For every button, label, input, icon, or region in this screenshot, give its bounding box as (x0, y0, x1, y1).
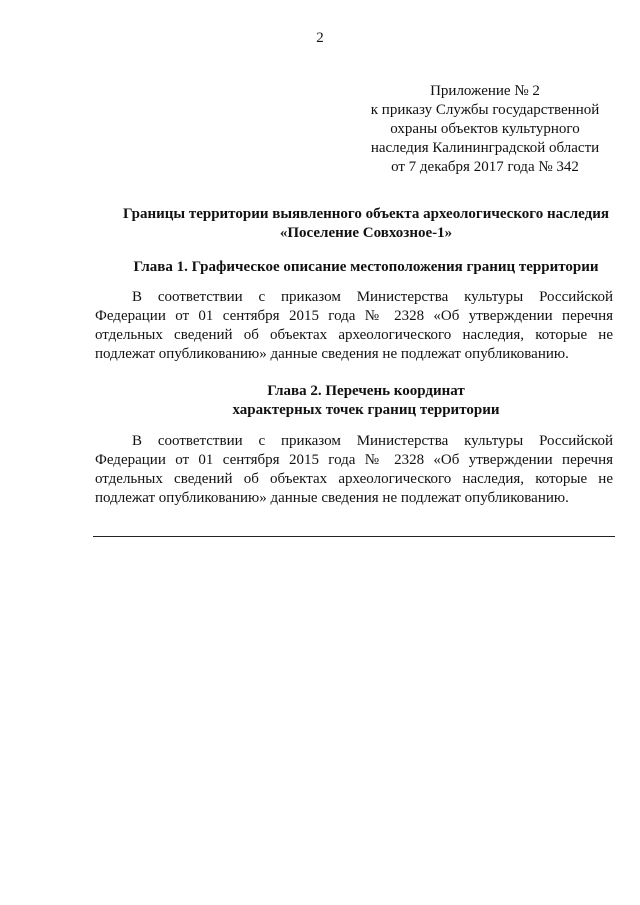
paragraph-line: Федерации от 01 сентября 2015 года № 2328 «Об утверждении перечня (95, 308, 613, 324)
chapter-1-heading-text: Глава 1. Графическое описание местоположения границ территории (133, 259, 599, 275)
appendix-line: наследия Калининградской области (370, 140, 600, 156)
paragraph-line: В соответствии с приказом Министерства культуры Российской (132, 289, 613, 305)
document-title (60, 205, 640, 243)
chapter-1-heading (60, 258, 640, 277)
appendix-line: Приложение № 2 (430, 83, 540, 99)
appendix-line: охраны объектов культурного (390, 121, 580, 137)
chapter-2-heading-line: характерных точек границ территории (232, 402, 500, 418)
page-number: 2 (316, 30, 324, 46)
appendix-header (345, 82, 625, 177)
document-title-line: «Поселение Совхозное-1» (279, 225, 453, 241)
chapter-2-heading-line: Глава 2. Перечень координат (267, 383, 465, 399)
paragraph-line: отдельных сведений об объектах археологического наследия, которые не (95, 327, 613, 343)
document-title-line: Границы территории выявленного объекта археологического наследия (123, 206, 609, 222)
end-divider (93, 536, 615, 537)
appendix-line: к приказу Службы государственной (370, 102, 600, 118)
chapter-2-heading (60, 382, 640, 420)
chapter-1-paragraph (95, 288, 613, 364)
paragraph-line: В соответствии с приказом Министерства культуры Российской (132, 433, 613, 449)
paragraph-line: Федерации от 01 сентября 2015 года № 2328 «Об утверждении перечня (95, 452, 613, 468)
paragraph-line: подлежат опубликованию» данные сведения не подлежат опубликованию. (95, 490, 569, 506)
chapter-2-paragraph (95, 432, 613, 508)
appendix-line: от 7 декабря 2017 года № 342 (391, 159, 579, 175)
paragraph-line: отдельных сведений об объектах археологического наследия, которые не (95, 471, 613, 487)
paragraph-line: подлежат опубликованию» данные сведения не подлежат опубликованию. (95, 346, 569, 362)
